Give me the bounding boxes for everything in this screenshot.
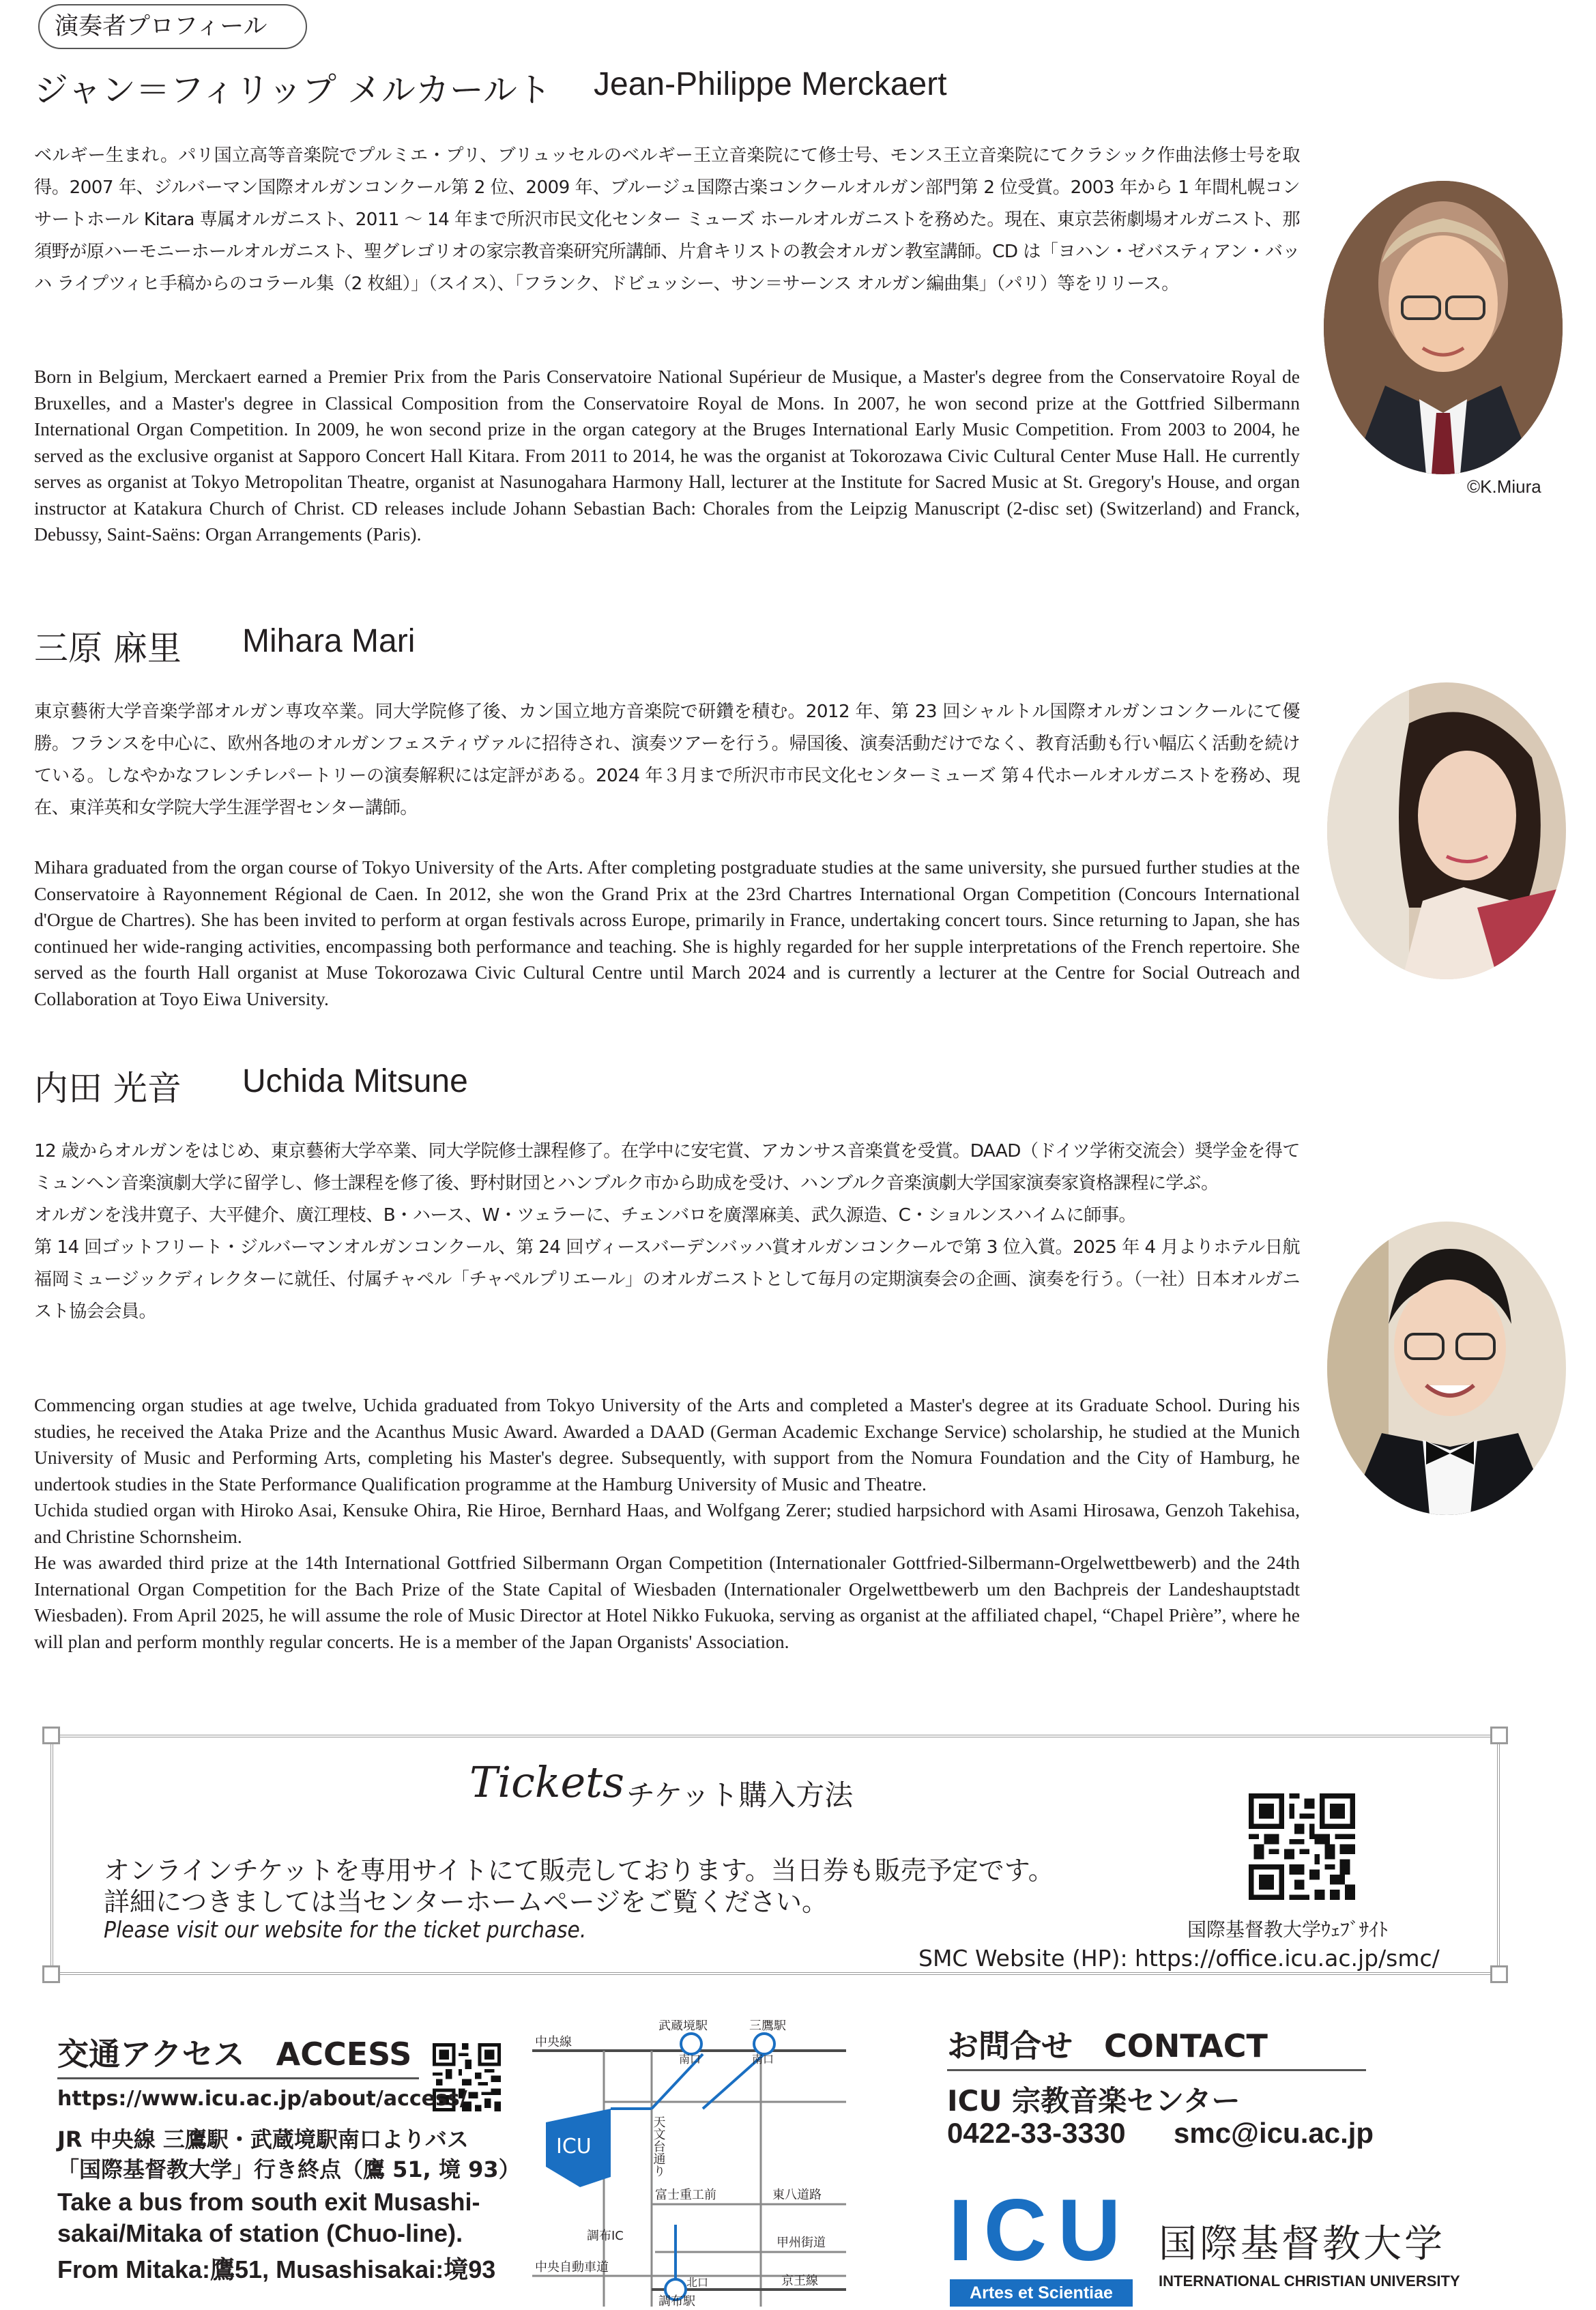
tickets-title-ja: チケット購入方法 [626, 1778, 854, 1812]
performer-3-bio-en-paragraph: Uchida studied organ with Hiroko Asai, Kensuke Ohira, Rie Hiroe, Bernhard Haas, and Wolfgang Zerer; studied harpsichord with Asami Hirosawa, Genzoh Takehisa, and Christine Schornsheim. [34, 1499, 1300, 1547]
box-corner-ornament [1490, 1727, 1508, 1744]
map-label-keio: 京王線 [781, 2274, 818, 2288]
map-label-chofu-ic: 調布IC [587, 2229, 624, 2243]
tickets-title: Tickets [469, 1757, 624, 1807]
map-label-north-exit: 北口 [686, 2276, 709, 2289]
box-corner-ornament [1490, 1965, 1508, 1983]
performer-1-bio-en [34, 364, 1300, 548]
performer-3-photo [1327, 1222, 1566, 1515]
performer-1-bio-en-paragraph: Born in Belgium, Merckaert earned a Premier Prix from the Paris Conservatoire National Supérieur de Musique, a Master's degree from the Conservatoire Royal de Bruxelles, and a Master's degree in Classical Composition from the Conservatoire Royal de Mons. In 2007, he won second prize at the Gottfried Silbermann International Organ Competition. In 2009, he won second prize in the organ category at the Bruges International Early Music Competition. From 2003 to 2004, he served as the exclusive organist at Sapporo Concert Hall Kitara. From 2011 to 2014, he was the organist at Tokorozawa Civic Cultural Center Muse Hall. He currently serves as organist at Tokyo Metropolitan Theatre, organist at Nasunogahara Harmony Hall, lecturer at the Institute for Sacred Music at St. Gregory's House, and organ instructor at Katakura Church of Christ. CD releases include Johann Sebastian Bach: Chorales from the Leipzig Manuscript (2-disc set) (Switzerland) and Franck, Debussy, Saint-Saëns: Organ Arrangements (Paris). [34, 366, 1300, 545]
performer-1-name-en: Jean-Philippe Merckaert [594, 66, 947, 102]
tickets-line-3: Please visit our website for the ticket purchase. [104, 1916, 587, 1943]
access-title: 交通アクセス ACCESS [57, 2036, 412, 2073]
performer-1-photo [1324, 181, 1563, 474]
contact-phone[interactable]: 0422-33-3330 [947, 2117, 1126, 2149]
performer-3-name-en: Uchida Mitsune [242, 1063, 468, 1099]
map-label-fujishige: 富士重工前 [655, 2188, 716, 2202]
contact-email[interactable]: smc@icu.ac.jp [1174, 2117, 1374, 2149]
access-ja-line-1: JR 中央線 三鷹駅・武蔵境駅南口よりバス [57, 2126, 469, 2152]
box-corner-ornament [42, 1727, 60, 1744]
map-graphic [532, 2020, 846, 2307]
map-label-icu: ICU [556, 2135, 592, 2159]
performer-3-bio-ja-paragraph: 第 14 回ゴットフリート・ジルバーマンオルガンコンクール、第 24 回ヴィースバーデンバッハ賞オルガンコンクールで第 3 位入賞。2025 年 4 月よりホテル日航福岡ミュージックディレクターに就任、付属チャペル「チャペルプリエール」のオルガニストとして毎月の定期演奏会の企画、演奏を行う。（一社）日本オルガニスト協会会員。 [34, 1237, 1300, 1322]
map-label-south-exit: 南口 [679, 2053, 701, 2066]
icu-logo-mark: ICU [948, 2182, 1132, 2279]
portrait-illustration [1327, 682, 1566, 979]
performer-2-name-en: Mihara Mari [242, 623, 416, 659]
icu-logo-motto: Artes et Scientiae [950, 2279, 1133, 2307]
tickets-line-2: 詳細につきましては当センターホームページをご覧ください。 [104, 1887, 828, 1917]
performer-1-bio-ja: ベルギー生まれ。パリ国立高等音楽院でプルミエ・プリ、ブリュッセルのベルギー王立音楽院にて修士号、モンス王立音楽院にてクラシック作曲法修士号を取得。2007 年、ジルバーマン国際オルガンコンクール第 2 位、2009 年、ブルージュ国際古楽コンクールオルガン部門第 2 位受賞。2003 年から 1 年間札幌コンサートホール Kitara 専属オルガニスト、2011 ～ 14 年まで所沢市民文化センター ミューズ ホールオルガニストを務めた。現在、東京芸術劇場オルガニスト、那須野が原ハーモニーホールオルガニスト、聖グレゴリオの家宗教音楽研究所講師、片倉キリストの教会オルガン教室講師。CD は「ヨハン・ゼバスティアン・バッハ ライプツィヒ手稿からのコラール集（2 枚組）」（スイス）、「フランク、ドビュッシー、サン＝サーンス オルガン編曲集」（パリ）等をリリース。 [34, 145, 1300, 294]
performer-2-name-ja: 三原 麻里 [34, 629, 182, 668]
performer-3-bio-en-paragraph: Commencing organ studies at age twelve, Uchida graduated from Tokyo University of the Arts and completed a Master's degree at its Graduate School. During his studies, he received the Ataka Prize and the Acanthus Music Award. Awarded a DAAD (German Academic Exchange Service) scholarship, he studied at the Munich University of Music and Performing Arts, completing his Master's degree. Subsequently, with support from the Nomura Foundation and the City of Hamburg, he undertook studies in the State Performance Qualification programme at the Hamburg University of Music and Theatre. [34, 1394, 1300, 1495]
performer-2-bio-en-paragraph: Mihara graduated from the organ course of Tokyo University of the Arts. After completing postgraduate studies at the same university, she pursued further studies at the Conservatoire à Rayonnement Régional de Caen. In 2012, she won the Grand Prix at the 23rd Chartres International Organ Competition (Concours International d'Orgue de Chartres). She has been invited to perform at organ festivals across Europe, primarily in France, undertaking concert tours. Since returning to Japan, she has continued her wide-ranging activities, encompassing both performance and teaching. She is highly regarded for her supple interpretations of the French repertoire. She served as the fourth Hall organist at Muse Tokorozawa Civic Cultural Centre until March 2024 and is currently a lecturer at the Centre for Social Outreach and Collaboration at Toyo Eiwa University. [34, 856, 1300, 1009]
section-label: 演奏者プロフィール [38, 4, 307, 49]
performer-1-name-ja: ジャン＝フィリップ メルカールト [34, 70, 551, 110]
performer-3-bio-en [34, 1392, 1300, 1655]
map-label-mitaka: 三鷹駅 [749, 2020, 786, 2033]
box-corner-ornament [42, 1965, 60, 1983]
map-label-south-exit: 南口 [752, 2053, 774, 2066]
access-divider [57, 2077, 419, 2079]
map-label-chofu: 調布駅 [658, 2294, 695, 2307]
performer-2-photo [1327, 682, 1566, 979]
icu-name-en: INTERNATIONAL CHRISTIAN UNIVERSITY [1159, 2272, 1460, 2290]
tickets-line-1: オンラインチケットを専用サイトにて販売しております。当日券も販売予定です。 [104, 1856, 1054, 1886]
map-label-tenmon: 天文台通り [651, 2116, 666, 2177]
icu-name-ja: 国際基督教大学 [1159, 2222, 1445, 2266]
contact-org: ICU 宗教音楽センター [947, 2084, 1240, 2118]
access-en-line-1: Take a bus from south exit Musashi- [57, 2188, 480, 2216]
performer-3-bio-en-paragraph: He was awarded third prize at the 14th International Gottfried Silbermann Organ Competition (Internationaler Gottfried-Silbermann-Orgelwettbewerb) and the 24th International Organ Competition for the Bach Prize of the State Capital of Wiesbaden (Internationaler Orgelwettbewerb um den Bachpreis der Landeshauptstadt Wiesbaden). From April 2025, he will assume the role of Music Director at Hotel Nikko Fukuoka, serving as organist at the affiliated chapel, “Chapel Prière”, where he will plan and perform monthly regular concerts. He is a member of the Japan Organists' Association. [34, 1552, 1300, 1652]
photo-credit: ©K.Miura [1467, 476, 1541, 497]
map-label-koshu: 甲州街道 [777, 2236, 826, 2250]
performer-3-name-ja: 内田 光音 [34, 1069, 182, 1108]
smc-website-link[interactable]: SMC Website (HP): https://office.icu.ac.jp/smc/ [918, 1945, 1440, 1972]
qr-code-icon[interactable] [1249, 1793, 1355, 1900]
performer-3-bio-ja-paragraph: オルガンを浅井寛子、大平健介、廣江理枝、B・ハース、W・ツェラーに、チェンバロを廣澤麻美、武久源造、C・ショルンスハイムに師事。 [34, 1205, 1137, 1226]
performer-3-bio-ja-paragraph: 12 歳からオルガンをはじめ、東京藝術大学卒業、同大学院修士課程修了。在学中に安宅賞、アカンサス音楽賞を受賞。DAAD（ドイツ学術交流会）奨学金を得てミュンヘン音楽演劇大学に留学し、修士課程を修了後、野村財団とハンブルク市から助成を受け、ハンブルク音楽演劇大学国家演奏家資格課程に学ぶ。 [34, 1141, 1300, 1194]
performer-2-bio-en [34, 854, 1300, 1012]
qr-caption: 国際基督教大学ｳｪﾌﾞｻｲﾄ [1187, 1918, 1389, 1941]
access-en-line-2: sakai/Mitaka of station (Chuo-line). [57, 2219, 463, 2247]
portrait-illustration [1324, 181, 1563, 474]
map-label-musashisakai: 武蔵境駅 [658, 2020, 708, 2033]
map-label-higashihachi: 東八道路 [772, 2188, 822, 2202]
map-label-chuo-line: 中央線 [535, 2035, 572, 2049]
access-ja-line-2: 「国際基督教大学」行き終点（鷹 51, 境 93） [57, 2156, 521, 2182]
contact-title: お問合せ CONTACT [947, 2027, 1268, 2064]
performer-3-bio-ja [34, 1136, 1300, 1328]
performer-2-bio-ja: 東京藝術大学音楽学部オルガン専攻卒業。同大学院修了後、カン国立地方音楽院で研鑽を積む。2012 年、第 23 回シャルトル国際オルガンコンクールにて優勝。フランスを中心に、欧州各地のオルガンフェスティヴァルに招待され、演奏ツアーを行う。帰国後、演奏活動だけでなく、教育活動も行い幅広く活動を続けている。しなやかなフレンチレパートリーの演奏解釈には定評がある。2024 年３月まで所沢市市民文化センターミューズ 第４代ホールオルガニストを務め、現在、東洋英和女学院大学生涯学習センター講師。 [34, 702, 1300, 818]
qr-code-graphic [1249, 1793, 1355, 1900]
access-en-line-3: From Mitaka:鷹51, Musashisakai:境93 [57, 2255, 496, 2283]
access-map [532, 2020, 846, 2307]
map-label-chuo-expressway: 中央自動車道 [535, 2260, 609, 2275]
portrait-illustration [1327, 1222, 1566, 1515]
access-url[interactable]: https://www.icu.ac.jp/about/access/ [57, 2087, 467, 2111]
contact-divider [947, 2069, 1366, 2071]
